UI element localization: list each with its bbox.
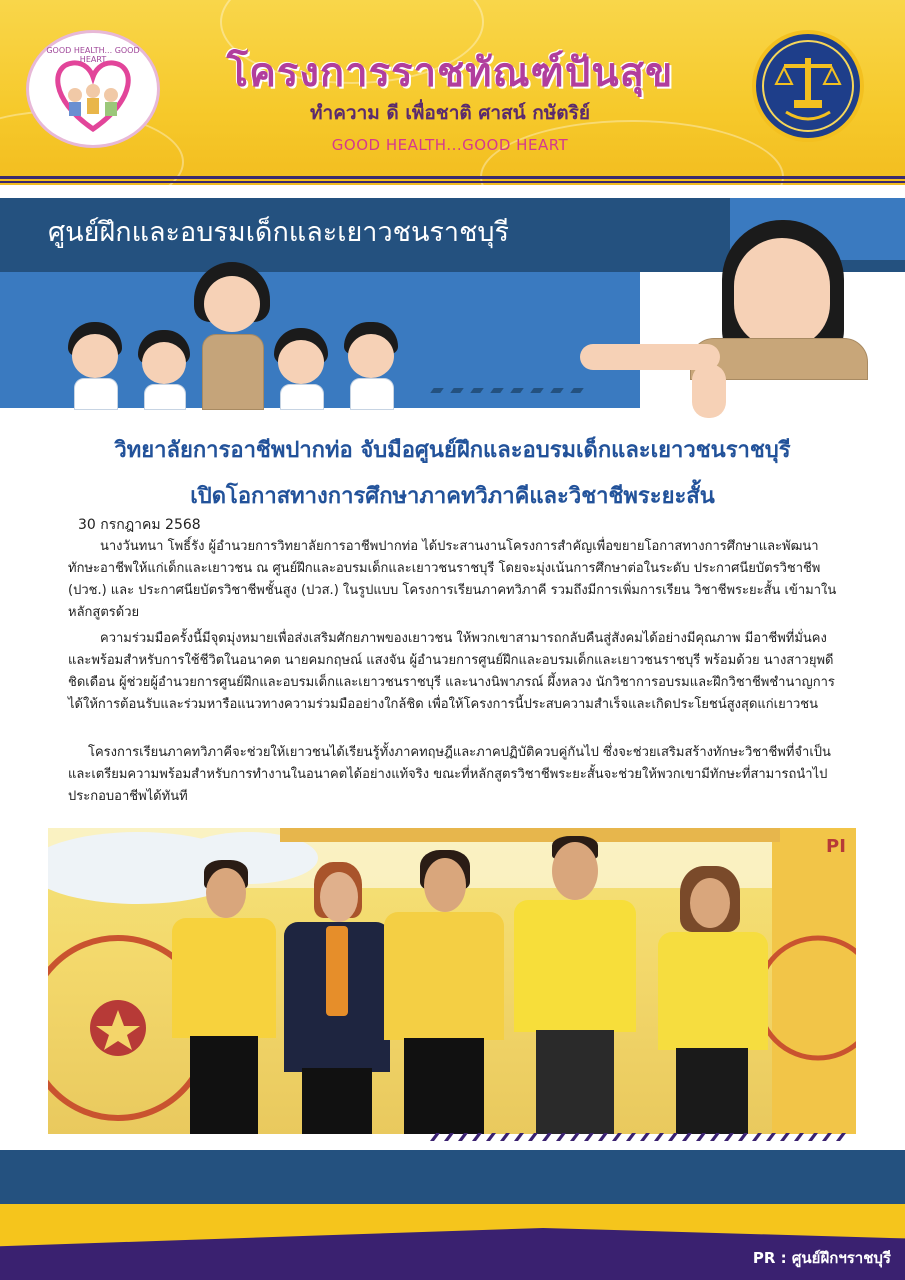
cartoon-officer-pointing <box>580 220 880 420</box>
photo-person <box>280 862 394 1134</box>
article-paragraph: ความร่วมมือครั้งนี้มีจุดมุ่งหมายเพื่อส่งเสริมศักยภาพของเยาวชน ให้พวกเขาสามารถกลับคืนสู่สังคมได้อย่างมีคุณภาพ มีอาชีพที่มั่นคง และพร้อมสำหรับการใช้ชีวิตในอนาคต นายคมกฤษณ์ แสงจัน ผู้อำนวยการศูนย์ฝึกและอบรมเด็กและเยาวชนราชบุรี พร้อมด้วย นางสาวยุพดี ชิดเดือน ผู้ช่วยผู้อำนวยการศูนย์ฝึกและอบรมเด็กและเยาวชนราชบุรี และนางนิพาภรณ์ ผึ้งหลวง นักวิชาการอบรมและฝึกวิชาชีพชำนาญการ ได้ให้การต้อนรับและร่วมหารือแนวทางความร่วมมืออย่างใกล้ชิด เพื่อให้โครงการนี้ประสบความสำเร็จและเกิดประโยชน์สูงสุดแก่เยาวชน <box>68 631 835 712</box>
header-divider <box>0 176 905 179</box>
photo-person <box>382 850 506 1134</box>
header-divider <box>0 181 905 183</box>
emblem-ring <box>762 40 854 132</box>
decor-dashes <box>430 1133 850 1141</box>
photo-person <box>166 860 282 1134</box>
footer-blue-band <box>0 1150 905 1204</box>
headline-line-2: เปิดโอกาสทางการศึกษาภาคทวิภาคีและวิชาชีพระยะสั้น <box>190 484 715 509</box>
pr-credit: PR : ศูนย์ฝึกฯราชบุรี <box>752 1249 891 1267</box>
cartoon-officer <box>190 262 274 408</box>
headline-line-1: วิทยาลัยการอาชีพปากท่อ จับมือศูนย์ฝึกและอบรมเด็กและเยาวชนราชบุรี <box>114 438 791 463</box>
cartoon-student <box>336 322 406 408</box>
logo-left-text: GOOD HEALTH... GOOD HEART <box>46 46 140 64</box>
cartoon-student <box>268 328 334 408</box>
project-title: โครงการราชทัณฑ์ปันสุข <box>226 50 674 96</box>
banner-title: ศูนย์ฝึกและอบรมเด็กและเยาวชนราชบุรี <box>48 217 510 248</box>
mural-sign: PI <box>826 836 846 857</box>
project-subtitle: ทำความ ดี เพื่อชาติ ศาสน์ กษัตริย์ <box>310 102 590 124</box>
article-date: 30 กรกฎาคม 2568 <box>78 517 201 533</box>
photo-person <box>510 836 640 1134</box>
cartoon-student <box>60 322 130 408</box>
project-slogan: GOOD HEALTH...GOOD HEART <box>331 136 569 154</box>
cartoon-student <box>132 330 196 408</box>
photo-person <box>654 866 772 1134</box>
article-paragraph: นางวันทนา โพธิ์รัง ผู้อำนวยการวิทยาลัยการอาชีพปากท่อ ได้ประสานงานโครงการสำคัญเพื่อขยายโอกาสทางการศึกษาและพัฒนาทักษะอาชีพให้แก่เด็กและเยาวชน ณ ศูนย์ฝึกและอบรมเด็กและเยาวชนราชบุรี โดยจะมุ่งเน้นการศึกษาต่อในระดับ ประกาศนียบัตรวิชาชีพ (ปวช.) และ ประกาศนียบัตรวิชาชีพชั้นสูง (ปวส.) ในรูปแบบ โครงการเรียนภาคทวิภาคี รวมถึงมีการเพิ่มการเรียน วิชาชีพระยะสั้น เข้ามาในหลักสูตรด้วย <box>68 539 837 620</box>
article-paragraph: โครงการเรียนภาคทวิภาคีจะช่วยให้เยาวชนได้เรียนรู้ทั้งภาคทฤษฎีและภาคปฏิบัติควบคู่กันไป ซึ่งจะช่วยเสริมสร้างทักษะวิชาชีพที่จำเป็นและเตรียมความพร้อมสำหรับการทำงานในอนาคตได้อย่างแท้จริง ขณะที่หลักสูตรวิชาชีพระยะสั้นจะช่วยให้พวกเขามีทักษะที่สามารถนำไปประกอบอาชีพได้ทันที <box>68 745 831 804</box>
group-photo <box>48 828 856 1134</box>
